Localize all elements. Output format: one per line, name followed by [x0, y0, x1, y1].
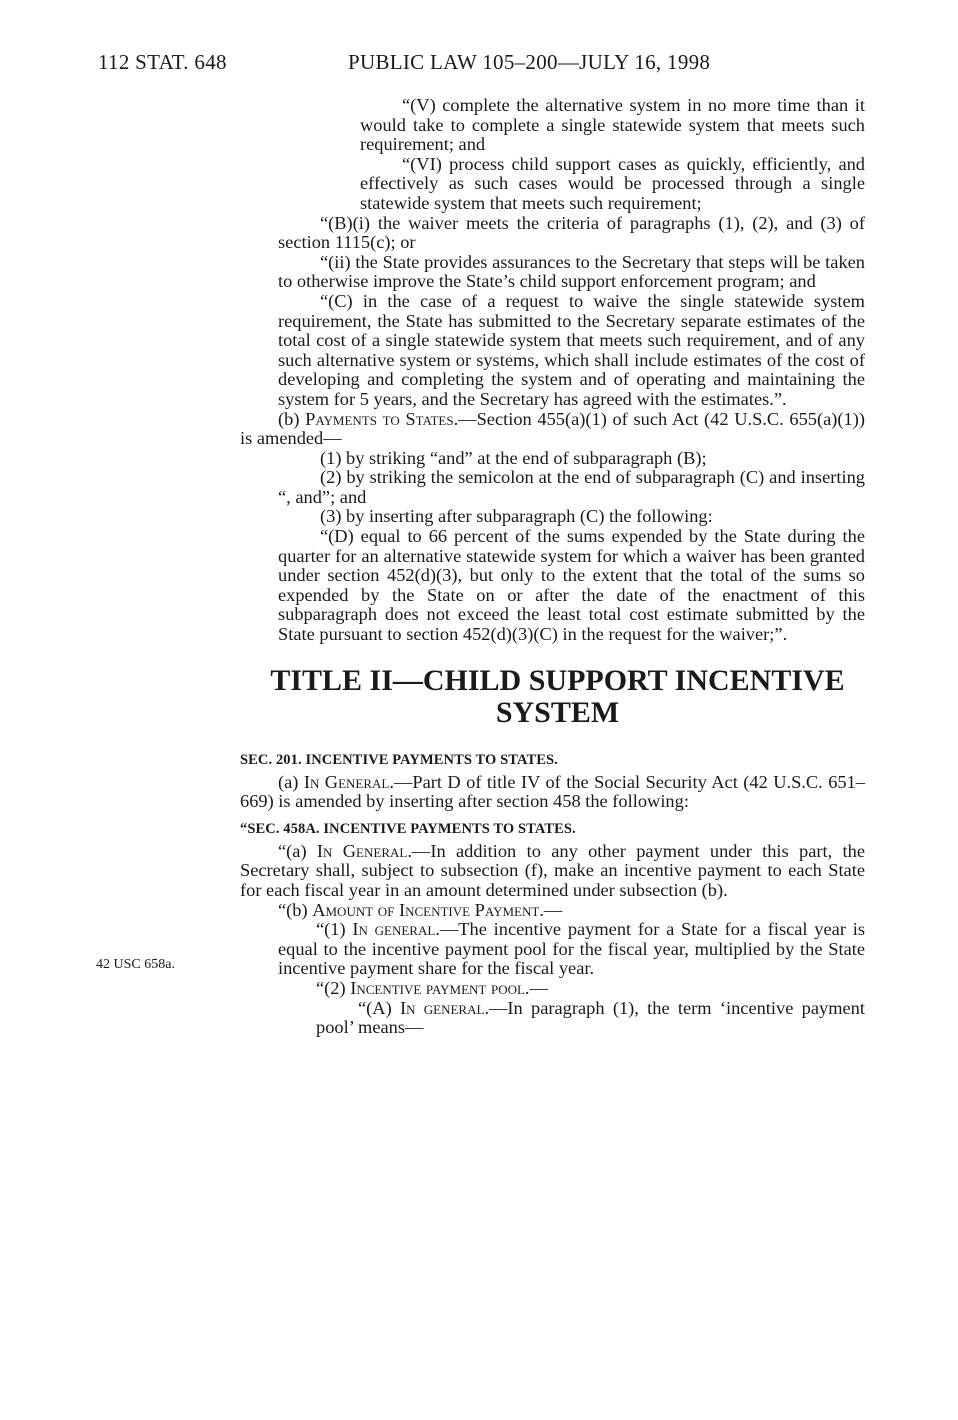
sec-458a-a: “(a) In General.—In addition to any other payment under this part, the Secretary shall, subject to subsection (f), make an incentive payment to each State for each fiscal year in an amount determined under subsection (b). — [240, 840, 866, 900]
page-stat-number: 112 STAT. 648 — [98, 50, 227, 74]
para-3-inserting: (3) by inserting after subparagraph (C) the following: — [320, 506, 713, 527]
para-1-striking: (1) by striking “and” at the end of subparagraph (B); — [320, 447, 707, 468]
sec-458a-heading: “SEC. 458A. INCENTIVE PAYMENTS TO STATES. — [240, 820, 576, 837]
body-column — [240, 96, 865, 1038]
sec-458a-b-1: “(1) In general.—The incentive payment for a State for a fiscal year is equal to the incentive payment pool for the fiscal year, multiplied by the State incentive payment share for the fiscal year. — [278, 919, 865, 979]
para-b-ii: “(ii) the State provides assurances to the Secretary that steps will be taken to otherwise improve the State’s child support enforcement program; and — [278, 251, 865, 292]
para-b-payments: (b) Payments to States.—Section 455(a)(1) of such Act (42 U.S.C. 655(a)(1)) is amended— — [240, 408, 865, 449]
para-c: “(C) in the case of a request to waive the single statewide system requirement, the State has submitted to the Secretary separate estimates of the total cost of a single statewide system that meets such requirement, and of any such alternative system or systems, which shall include estimates of the cost of developing and completing the system and of operating and maintaining the system for 5 years, and the Secretary has agreed with the estimates.”. — [278, 290, 865, 409]
para-vi: “(VI) process child support cases as quickly, efficiently, and effectively as such cases would be processed through a single statewide system that meets such requirement; — [360, 153, 865, 213]
para-v: “(V) complete the alternative system in no more time than it would take to complete a single statewide system that meets such requirement; and — [360, 95, 865, 155]
para-b-i: “(B)(i) the waiver meets the criteria of paragraphs (1), (2), and (3) of section 1115(c); or — [278, 212, 865, 253]
sec-458a-b: “(b) Amount of Incentive Payment.— — [278, 899, 563, 920]
sec-458a-b-2: “(2) Incentive payment pool.— — [316, 977, 548, 998]
para-d: “(D) equal to 66 percent of the sums expended by the State during the quarter for an alternative statewide system for which a waiver has been granted under section 452(d)(3), but only to the extent that the total of the sums so expended by the State on or after the date of the enactment of this subparagraph does not exceed the least total cost estimate submitted by the State pursuant to section 452(d)(3)(C) in the request for the waiver;”. — [278, 526, 865, 645]
title-line-1: TITLE II—CHILD SUPPORT INCENTIVE — [270, 663, 845, 697]
sec-201-a: (a) In General.—Part D of title IV of the Social Security Act (42 U.S.C. 651–669) is amended by inserting after section 458 the following: — [240, 771, 865, 812]
running-header: PUBLIC LAW 105–200—JULY 16, 1998 — [348, 50, 711, 74]
margin-note-usc: 42 USC 658a. — [96, 957, 175, 972]
sec-201-heading: SEC. 201. INCENTIVE PAYMENTS TO STATES. — [240, 751, 558, 768]
title-line-2: SYSTEM — [495, 695, 620, 729]
para-2-striking: (2) by striking the semicolon at the end of subparagraph (C) and inserting “, and”; and — [278, 467, 865, 507]
sec-458a-b-2-a: “(A) In general.—In paragraph (1), the term ‘incentive payment pool’ means— — [316, 997, 865, 1038]
